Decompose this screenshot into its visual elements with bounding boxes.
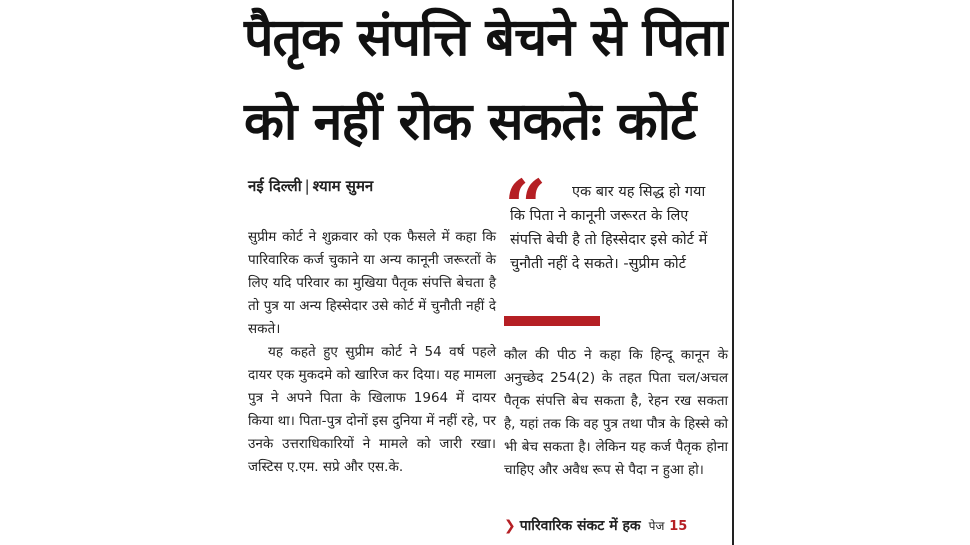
- article-column-right: [504, 344, 728, 482]
- chevron-right-icon: ❯: [504, 518, 516, 534]
- pull-quote-text: एक बार यह सिद्ध हो गया कि पिता ने कानूनी जरूरत के लिए संपत्ति बेची है तो हिस्सेदार इसे कोर्ट में चुनौती नहीं दे सकते। -सुप्रीम कोर्ट: [510, 184, 708, 272]
- article-column-left: [248, 226, 496, 479]
- article-paragraph-1: सुप्रीम कोर्ट ने शुक्रवार को एक फैसले में कहा कि पारिवारिक कर्ज चुकाने या अन्य कानूनी जरूरतों के लिए यदि परिवार का मुखिया पैतृक संपत्ति बेचता है तो पुत्र या अन्य हिस्सेदार उसे कोर्ट में चुनौती नहीं दे सकते।: [248, 229, 496, 337]
- byline: [248, 176, 373, 196]
- page-label: पेज: [648, 519, 665, 533]
- byline-author: श्याम सुमन: [312, 177, 374, 195]
- column-rule: [732, 0, 734, 545]
- article-paragraph-2: यह कहते हुए सुप्रीम कोर्ट ने 54 वर्ष पहले दायर एक मुकदमे को खारिज कर दिया। यह मामला पुत्र ने अपने पिता के खिलाफ 1964 में दायर किया था। पिता-पुत्र दोनों इस दुनिया में नहीं रहे, पर उनके उत्तराधिकारियों ने मामले को जारी रखा। जस्टिस ए.एम. सप्रे और एस.के.: [248, 344, 496, 475]
- pull-quote-bar: [504, 316, 600, 326]
- related-story-label: पारिवारिक संकट में हक: [519, 518, 641, 534]
- headline-line-1: पैतृक संपत्ति बेचने से पिता: [244, 8, 727, 68]
- byline-separator: |: [304, 177, 310, 195]
- article-paragraph-3: कौल की पीठ ने कहा कि हिन्दू कानून के अनुच्छेद 254(2) के तहत पिता चल/अचल पैतृक संपत्ति बेच सकता है, रेहन रख सकता है, यहां तक कि वह पुत्र तथा पौत्र के हिस्से को भी बेच सकता है। लेकिन यह कर्ज पैतृक होना चाहिए और अवैध रूप से पैदा न हुआ हो।: [504, 347, 728, 478]
- headline-line-2: को नहीं रोक सकतेः कोर्ट: [244, 92, 696, 152]
- related-story-reference: [504, 516, 730, 535]
- quote-mark-icon: “: [504, 165, 547, 251]
- page-number: 15: [669, 519, 688, 534]
- byline-location: नई दिल्ली: [248, 177, 302, 195]
